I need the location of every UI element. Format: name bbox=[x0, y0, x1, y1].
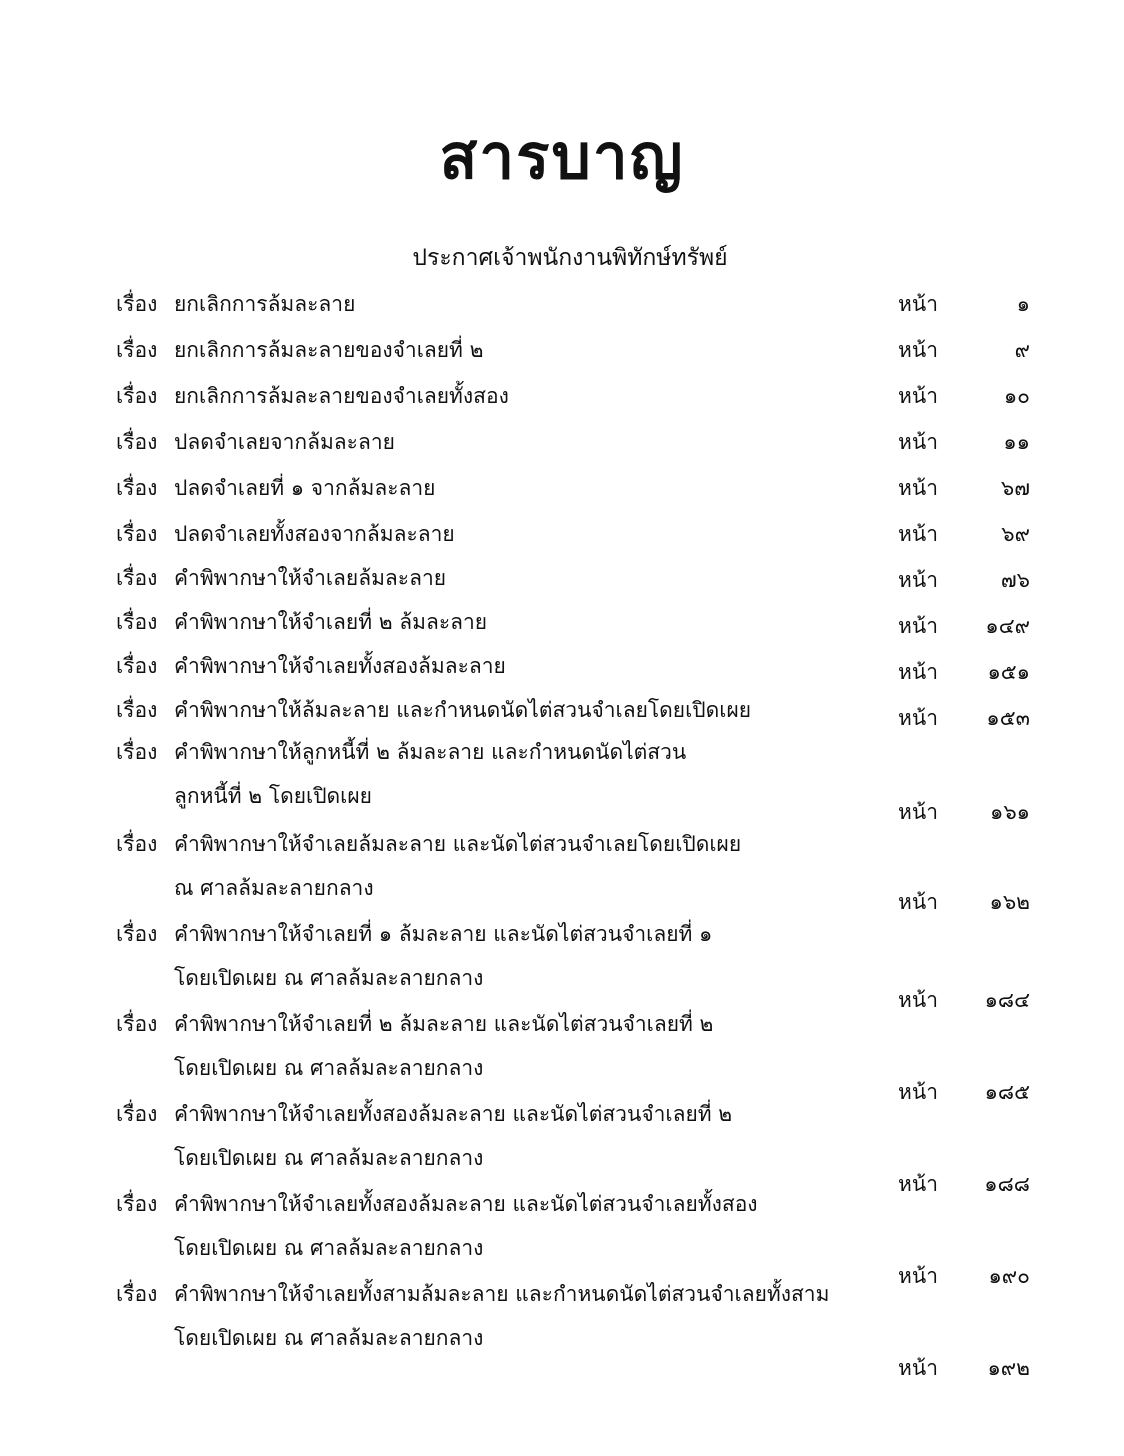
page-label: หน้า bbox=[898, 890, 938, 914]
page-label: หน้า bbox=[898, 338, 938, 362]
page-number: ๑๙๐ bbox=[988, 1264, 1030, 1288]
entry-label: เรื่อง bbox=[116, 292, 158, 316]
entry-label: เรื่อง bbox=[116, 1282, 158, 1306]
entry-title: คำพิพากษาให้จำเลยทั้งสามล้มละลาย และกำหนดนัดไต่สวนจำเลยทั้งสาม bbox=[174, 1282, 830, 1306]
page-number: ๑๕๑ bbox=[987, 660, 1030, 684]
page-number: ๑๔๙ bbox=[985, 614, 1030, 638]
entry-label: เรื่อง bbox=[116, 698, 158, 722]
page-number: ๖๗ bbox=[1000, 476, 1030, 500]
page-label: หน้า bbox=[898, 522, 938, 546]
page-title: สารบาญ bbox=[439, 120, 685, 193]
entry-title: โดยเปิดเผย ณ ศาลล้มละลายกลาง bbox=[174, 1146, 484, 1170]
entry-label: เรื่อง bbox=[116, 338, 158, 362]
entry-label: เรื่อง bbox=[116, 1102, 158, 1126]
entry-title: ปลดจำเลยทั้งสองจากล้มละลาย bbox=[174, 522, 455, 546]
page-label: หน้า bbox=[898, 476, 938, 500]
page-number: ๑๘๕ bbox=[984, 1080, 1030, 1104]
page-label: หน้า bbox=[898, 430, 938, 454]
entry-label: เรื่อง bbox=[116, 740, 158, 764]
page-label: หน้า bbox=[898, 800, 938, 824]
entry-title: ยกเลิกการล้มละลาย bbox=[174, 292, 356, 316]
entry-label: เรื่อง bbox=[116, 922, 158, 946]
page-label: หน้า bbox=[898, 988, 938, 1012]
page-number: ๖๙ bbox=[1001, 522, 1030, 546]
page-number: ๗๖ bbox=[1000, 568, 1030, 592]
entry-title: ณ ศาลล้มละลายกลาง bbox=[174, 876, 374, 900]
entry-title: คำพิพากษาให้จำเลยล้มละลาย bbox=[174, 566, 447, 590]
entry-title: คำพิพากษาให้จำเลยทั้งสองล้มละลาย และนัดไต่สวนจำเลยทั้งสอง bbox=[174, 1192, 758, 1216]
entry-title: โดยเปิดเผย ณ ศาลล้มละลายกลาง bbox=[174, 1056, 484, 1080]
entry-title: คำพิพากษาให้จำเลยที่ ๒ ล้มละลาย bbox=[174, 610, 488, 634]
entry-label: เรื่อง bbox=[116, 430, 158, 454]
entry-title: คำพิพากษาให้จำเลยทั้งสองล้มละลาย และนัดไต่สวนจำเลยที่ ๒ bbox=[174, 1102, 733, 1126]
entry-title: คำพิพากษาให้จำเลยที่ ๑ ล้มละลาย และนัดไต่สวนจำเลยที่ ๑ bbox=[174, 922, 713, 946]
entry-title: ยกเลิกการล้มละลายของจำเลยที่ ๒ bbox=[174, 338, 484, 362]
entry-title: คำพิพากษาให้ล้มละลาย และกำหนดนัดไต่สวนจำเลยโดยเปิดเผย bbox=[174, 698, 752, 722]
entry-title: โดยเปิดเผย ณ ศาลล้มละลายกลาง bbox=[174, 1236, 484, 1260]
entry-title: คำพิพากษาให้จำเลยล้มละลาย และนัดไต่สวนจำเลยโดยเปิดเผย bbox=[174, 832, 742, 856]
page-number: ๑๙๒ bbox=[987, 1356, 1030, 1380]
page-number: ๙ bbox=[1014, 338, 1030, 362]
page-number: ๑๘๔ bbox=[984, 988, 1030, 1012]
page-label: หน้า bbox=[898, 614, 938, 638]
page-label: หน้า bbox=[898, 660, 938, 684]
page-number: ๑ bbox=[1016, 292, 1030, 316]
page-label: หน้า bbox=[898, 1172, 938, 1196]
page-label: หน้า bbox=[898, 568, 938, 592]
entry-label: เรื่อง bbox=[116, 832, 158, 856]
page-number: ๑๕๓ bbox=[986, 706, 1030, 730]
entry-title: ปลดจำเลยที่ ๑ จากล้มละลาย bbox=[174, 476, 436, 500]
page-label: หน้า bbox=[898, 1264, 938, 1288]
entry-label: เรื่อง bbox=[116, 566, 158, 590]
entry-title: โดยเปิดเผย ณ ศาลล้มละลายกลาง bbox=[174, 1326, 484, 1350]
entry-label: เรื่อง bbox=[116, 522, 158, 546]
page-label: หน้า bbox=[898, 292, 938, 316]
entry-label: เรื่อง bbox=[116, 476, 158, 500]
entry-title: ลูกหนี้ที่ ๒ โดยเปิดเผย bbox=[174, 784, 372, 808]
page-label: หน้า bbox=[898, 1080, 938, 1104]
entry-title: ยกเลิกการล้มละลายของจำเลยทั้งสอง bbox=[174, 384, 509, 408]
entry-label: เรื่อง bbox=[116, 610, 158, 634]
section-heading: ประกาศเจ้าพนักงานพิทักษ์ทรัพย์ bbox=[412, 245, 728, 271]
entry-title: โดยเปิดเผย ณ ศาลล้มละลายกลาง bbox=[174, 966, 484, 990]
page-number: ๑๘๘ bbox=[984, 1172, 1030, 1196]
page-number: ๑๐ bbox=[1003, 384, 1030, 408]
page-label: หน้า bbox=[898, 706, 938, 730]
entry-title: คำพิพากษาให้ลูกหนี้ที่ ๒ ล้มละลาย และกำหนดนัดไต่สวน bbox=[174, 740, 687, 764]
page-label: หน้า bbox=[898, 384, 938, 408]
entry-label: เรื่อง bbox=[116, 384, 158, 408]
entry-label: เรื่อง bbox=[116, 654, 158, 678]
entry-title: คำพิพากษาให้จำเลยทั้งสองล้มละลาย bbox=[174, 654, 506, 678]
entry-title: คำพิพากษาให้จำเลยที่ ๒ ล้มละลาย และนัดไต่สวนจำเลยที่ ๒ bbox=[174, 1012, 714, 1036]
entry-title: ปลดจำเลยจากล้มละลาย bbox=[174, 430, 395, 454]
page-number: ๑๑ bbox=[1003, 430, 1030, 454]
page-label: หน้า bbox=[898, 1356, 938, 1380]
entry-label: เรื่อง bbox=[116, 1012, 158, 1036]
page-number: ๑๖๒ bbox=[989, 890, 1030, 914]
entry-label: เรื่อง bbox=[116, 1192, 158, 1216]
page-number: ๑๖๑ bbox=[990, 800, 1030, 824]
